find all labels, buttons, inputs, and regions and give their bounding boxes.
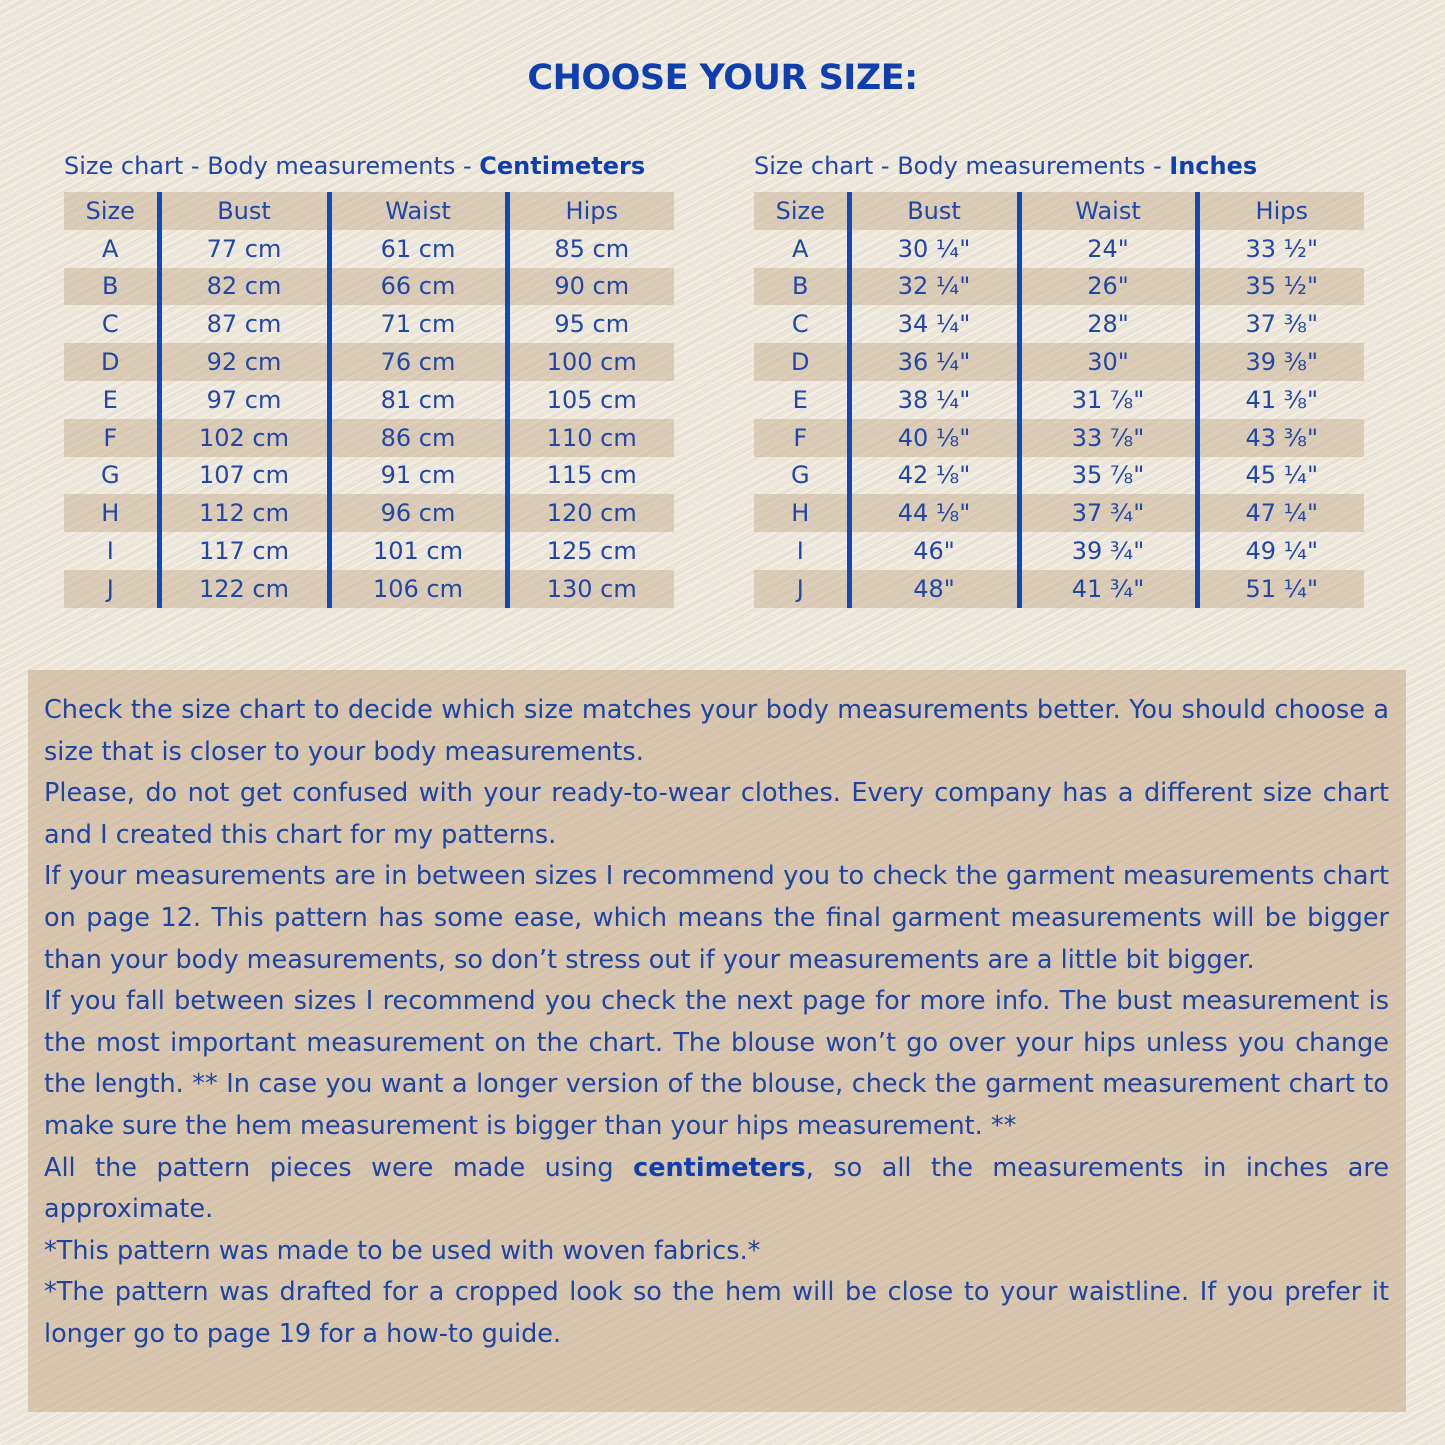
cell-size: D bbox=[64, 343, 159, 381]
cell-hips: 33 ½" bbox=[1197, 230, 1364, 268]
guidance-p5-start: All the pattern pieces were made using bbox=[44, 1152, 634, 1183]
cell-waist: 86 cm bbox=[329, 419, 507, 457]
cell-waist: 37 ¾" bbox=[1019, 494, 1197, 532]
cell-hips: 125 cm bbox=[507, 532, 674, 570]
table-row bbox=[64, 570, 674, 608]
cell-waist: 76 cm bbox=[329, 343, 507, 381]
cell-hips: 35 ½" bbox=[1197, 268, 1364, 306]
cell-size: G bbox=[790, 461, 810, 490]
cell-hips: 47 ¼" bbox=[1197, 494, 1364, 532]
table-row bbox=[64, 230, 674, 268]
table-row bbox=[754, 268, 1364, 306]
column-header-hips: Hips bbox=[1197, 192, 1364, 230]
table-row bbox=[64, 532, 674, 570]
table-row bbox=[754, 457, 1364, 495]
cell-bust: 112 cm bbox=[159, 494, 329, 532]
cell-bust: 107 cm bbox=[159, 457, 329, 495]
cell-size: E bbox=[792, 385, 808, 414]
cell-size: A bbox=[792, 234, 809, 263]
cell-hips: 90 cm bbox=[507, 268, 674, 306]
cell-hips: 110 cm bbox=[507, 419, 674, 457]
guidance-paragraph-5 bbox=[44, 1148, 1389, 1231]
cell-bust: 82 cm bbox=[159, 268, 329, 306]
cell-waist: 26" bbox=[1019, 268, 1197, 306]
cell-hips: 37 ⅜" bbox=[1197, 305, 1364, 343]
cell-waist: 66 cm bbox=[329, 268, 507, 306]
cell-hips: 95 cm bbox=[507, 305, 674, 343]
cell-hips: 45 ¼" bbox=[1197, 457, 1364, 495]
size-chart-cm bbox=[64, 192, 674, 608]
column-header-hips: Hips bbox=[507, 192, 674, 230]
cell-waist: 39 ¾" bbox=[1019, 532, 1197, 570]
cell-hips: 130 cm bbox=[507, 570, 674, 608]
cell-bust: 102 cm bbox=[159, 419, 329, 457]
table-row bbox=[754, 419, 1364, 457]
cell-size: I bbox=[796, 537, 804, 566]
cell-waist: 31 ⅞" bbox=[1019, 381, 1197, 419]
cell-bust: 38 ¼" bbox=[849, 381, 1019, 419]
table-row bbox=[754, 494, 1364, 532]
table-header-row bbox=[754, 192, 1364, 230]
column-header-waist: Waist bbox=[329, 192, 507, 230]
cell-waist: 91 cm bbox=[329, 457, 507, 495]
cell-waist: 30" bbox=[1019, 343, 1197, 381]
page-title: CHOOSE YOUR SIZE: bbox=[527, 58, 918, 98]
column-header-waist: Waist bbox=[1019, 192, 1197, 230]
cell-waist: 24" bbox=[1019, 230, 1197, 268]
cell-bust: 77 cm bbox=[159, 230, 329, 268]
cell-waist: 28" bbox=[1019, 305, 1197, 343]
cell-bust: 30 ¼" bbox=[849, 230, 1019, 268]
cell-bust: 92 cm bbox=[159, 343, 329, 381]
cell-waist: 96 cm bbox=[329, 494, 507, 532]
table-row bbox=[64, 494, 674, 532]
cell-size: F bbox=[754, 419, 849, 457]
column-header-bust: Bust bbox=[159, 192, 329, 230]
cell-size: I bbox=[106, 537, 114, 566]
inches-chart-heading bbox=[754, 152, 1257, 180]
cm-heading-unit: Centimeters bbox=[479, 152, 646, 180]
cm-heading-prefix: Size chart - Body measurements - bbox=[64, 152, 480, 180]
cell-bust: 48" bbox=[849, 570, 1019, 608]
table-header-row bbox=[64, 192, 674, 230]
cell-size: J bbox=[754, 570, 849, 608]
guidance-paragraph-3: If your measurements are in between sizes I recommend you to check the garment measurements chart on page 12. This pattern has some ease, which means the final garment measurements will be bigger than your body measurements, so don’t stress out if your measurements are a little bit bigger. bbox=[44, 861, 1389, 975]
cell-bust: 117 cm bbox=[159, 532, 329, 570]
table-row bbox=[754, 305, 1364, 343]
cell-size: A bbox=[102, 234, 119, 263]
cell-waist: 81 cm bbox=[329, 381, 507, 419]
cell-size: D bbox=[754, 343, 849, 381]
table-row bbox=[754, 381, 1364, 419]
guidance-paragraph-7: *The pattern was drafted for a cropped look so the hem will be close to your waistline. If you prefer it longer go to page 19 for a how-to guide. bbox=[44, 1277, 1389, 1349]
cell-waist: 106 cm bbox=[329, 570, 507, 608]
cell-bust: 44 ⅛" bbox=[849, 494, 1019, 532]
table-row bbox=[64, 457, 674, 495]
cell-hips: 100 cm bbox=[507, 343, 674, 381]
cell-hips: 43 ⅜" bbox=[1197, 419, 1364, 457]
cell-waist: 101 cm bbox=[329, 532, 507, 570]
table-row bbox=[754, 230, 1364, 268]
cm-chart-heading bbox=[64, 152, 645, 180]
guidance-p5-end: , so all the measurements in inches are approximate. bbox=[44, 1152, 1390, 1225]
size-chart-inches bbox=[754, 192, 1364, 608]
cell-bust: 40 ⅛" bbox=[849, 419, 1019, 457]
table-row bbox=[754, 532, 1364, 570]
cell-bust: 42 ⅛" bbox=[849, 457, 1019, 495]
cell-bust: 32 ¼" bbox=[849, 268, 1019, 306]
cell-waist: 35 ⅞" bbox=[1019, 457, 1197, 495]
cell-size: C bbox=[101, 310, 119, 339]
guidance-paragraph-6: *This pattern was made to be used with woven fabrics.* bbox=[44, 1235, 761, 1266]
cell-bust: 46" bbox=[849, 532, 1019, 570]
guidance-paragraph-4: If you fall between sizes I recommend you check the next page for more info. The bust measurement is the most important measurement on the chart. The blouse won’t go over your hips unless you change the length. ** In case you want a longer version of the blouse, check the garment measurement chart to make sure the hem measurement is bigger than your hips measurement. ** bbox=[44, 986, 1389, 1141]
column-header-bust: Bust bbox=[849, 192, 1019, 230]
cell-waist: 41 ¾" bbox=[1019, 570, 1197, 608]
table-row bbox=[64, 381, 674, 419]
column-header-size: Size bbox=[64, 192, 159, 230]
cell-hips: 115 cm bbox=[507, 457, 674, 495]
table-row bbox=[64, 305, 674, 343]
cell-bust: 87 cm bbox=[159, 305, 329, 343]
cell-size: F bbox=[64, 419, 159, 457]
cell-size: G bbox=[100, 461, 120, 490]
table-row bbox=[754, 343, 1364, 381]
inches-heading-unit: Inches bbox=[1169, 152, 1258, 180]
guidance-p5-bold: centimeters bbox=[633, 1152, 806, 1183]
size-guidance-box bbox=[28, 670, 1406, 1412]
table-row bbox=[64, 343, 674, 381]
cell-hips: 49 ¼" bbox=[1197, 532, 1364, 570]
guidance-paragraph-2: Please, do not get confused with your ready-to-wear clothes. Every company has a different size chart and I created this chart for my patterns. bbox=[44, 778, 1389, 850]
guidance-paragraph-1: Check the size chart to decide which size matches your body measurements better. You should choose a size that is closer to your body measurements. bbox=[44, 695, 1389, 767]
table-row bbox=[64, 268, 674, 306]
inches-heading-prefix: Size chart - Body measurements - bbox=[754, 152, 1170, 180]
cell-bust: 97 cm bbox=[159, 381, 329, 419]
cell-waist: 61 cm bbox=[329, 230, 507, 268]
table-row bbox=[64, 419, 674, 457]
cell-hips: 120 cm bbox=[507, 494, 674, 532]
cell-bust: 36 ¼" bbox=[849, 343, 1019, 381]
cell-size: H bbox=[64, 494, 159, 532]
cell-hips: 85 cm bbox=[507, 230, 674, 268]
cell-size: J bbox=[64, 570, 159, 608]
table-row bbox=[754, 570, 1364, 608]
cell-size: H bbox=[754, 494, 849, 532]
cell-size: B bbox=[754, 268, 849, 306]
cell-waist: 33 ⅞" bbox=[1019, 419, 1197, 457]
cell-bust: 34 ¼" bbox=[849, 305, 1019, 343]
cell-hips: 51 ¼" bbox=[1197, 570, 1364, 608]
column-header-size: Size bbox=[754, 192, 849, 230]
cell-size: E bbox=[102, 385, 118, 414]
cell-hips: 105 cm bbox=[507, 381, 674, 419]
cell-size: C bbox=[791, 310, 809, 339]
cell-waist: 71 cm bbox=[329, 305, 507, 343]
cell-hips: 41 ⅜" bbox=[1197, 381, 1364, 419]
cell-bust: 122 cm bbox=[159, 570, 329, 608]
cell-hips: 39 ⅜" bbox=[1197, 343, 1364, 381]
cell-size: B bbox=[64, 268, 159, 306]
